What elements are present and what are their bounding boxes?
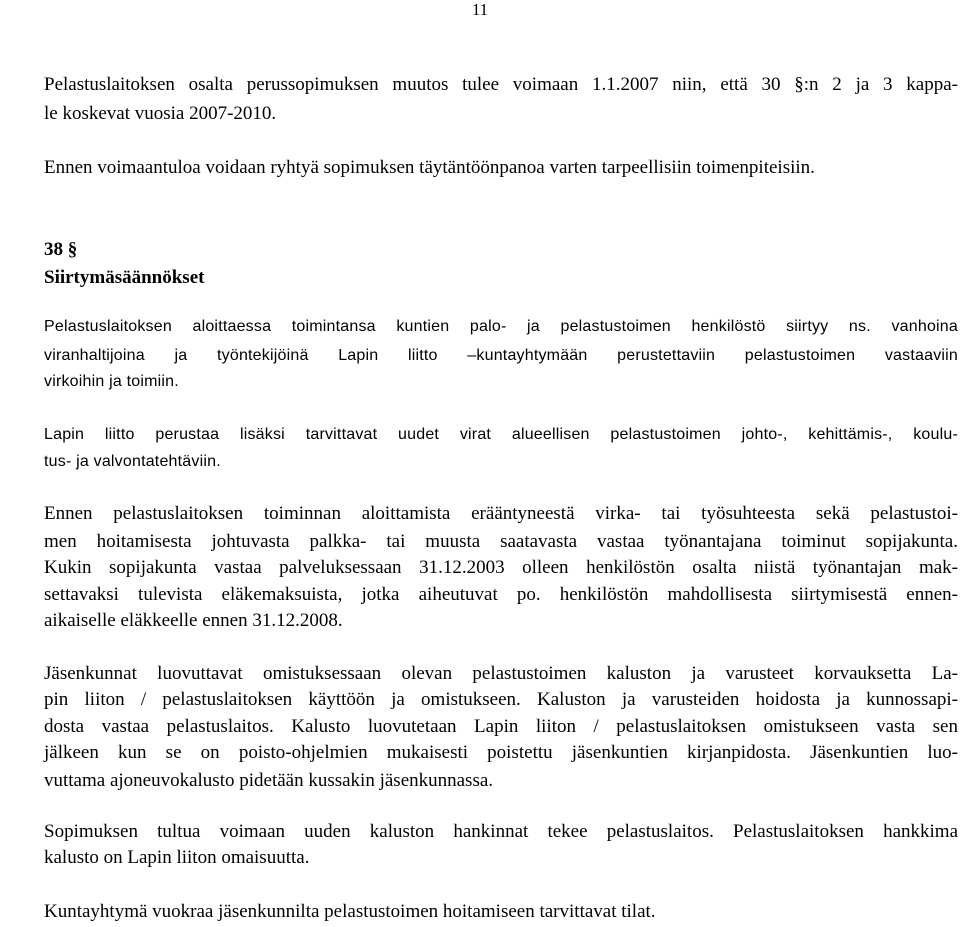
section-title: Siirtymäsäännökset bbox=[44, 267, 205, 288]
paragraph-3-line-1: Pelastuslaitoksen aloittaessa toimintansa kuntien palo- ja pelastustoimen henkilöstö siirtyy ns. vanhoina bbox=[44, 318, 958, 335]
paragraph-1-line-1: Pelastuslaitoksen osalta perussopimuksen muutos tulee voimaan 1.1.2007 niin, että 30 §:n 2 ja 3 kappa- bbox=[44, 74, 958, 95]
paragraph-5-line-5: aikaiselle eläkkeelle ennen 31.12.2008. bbox=[44, 610, 343, 631]
paragraph-8-line-1: Kuntayhtymä vuokraa jäsenkunnilta pelastustoimen hoitamiseen tarvittavat tilat. bbox=[44, 901, 656, 922]
paragraph-6-line-2: pin liiton / pelastuslaitoksen käyttöön ja omistukseen. Kaluston ja varusteiden hoidosta ja kunnossapi- bbox=[44, 689, 958, 710]
paragraph-6-line-4: jälkeen kun se on poisto-ohjelmien mukaisesti poistettu jäsenkuntien kirjanpidosta. Jäsenkuntien luo- bbox=[44, 742, 958, 763]
paragraph-3-line-3: virkoihin ja toimiin. bbox=[44, 373, 179, 390]
page-number: 11 bbox=[471, 0, 489, 19]
paragraph-5-line-2: men hoitamisesta johtuvasta palkka- tai muusta saatavasta vastaa työnantajana toiminut sopijakunta. bbox=[44, 531, 958, 552]
paragraph-6-line-1: Jäsenkunnat luovuttavat omistuksessaan olevan pelastustoimen kaluston ja varusteet korvauksetta La- bbox=[44, 663, 958, 684]
paragraph-1-line-2: le koskevat vuosia 2007-2010. bbox=[44, 103, 277, 124]
paragraph-2-line-1: Ennen voimaantuloa voidaan ryhtyä sopimuksen täytäntöönpanoa varten tarpeellisiin toimenpiteisiin. bbox=[44, 157, 815, 178]
paragraph-4-line-1: Lapin liitto perustaa lisäksi tarvittavat uudet virat alueellisen pelastustoimen johto-, kehittämis-, koulu- bbox=[44, 426, 958, 443]
paragraph-7-line-1: Sopimuksen tultua voimaan uuden kaluston hankinnat tekee pelastuslaitos. Pelastuslaitoksen hankkima bbox=[44, 821, 958, 842]
paragraph-6-line-3: dosta vastaa pelastuslaitos. Kalusto luovutetaan Lapin liiton / pelastuslaitoksen omistukseen vasta sen bbox=[44, 716, 958, 737]
paragraph-5-line-4: settavaksi tulevista eläkemaksuista, jotka aiheutuvat po. henkilöstön mahdollisesta siirtymisestä ennen- bbox=[44, 584, 958, 605]
paragraph-3-line-2: viranhaltijoina ja työntekijöinä Lapin liitto –kuntayhtymään perustettaviin pelastustoimen vastaaviin bbox=[44, 347, 958, 364]
section-number: 38 § bbox=[44, 239, 78, 260]
paragraph-7-line-2: kalusto on Lapin liiton omaisuutta. bbox=[44, 847, 310, 868]
paragraph-5-line-1: Ennen pelastuslaitoksen toiminnan aloittamista erääntyneestä virka- tai työsuhteesta sekä pelastustoi- bbox=[44, 503, 958, 524]
paragraph-6-line-5: vuttama ajoneuvokalusto pidetään kussakin jäsenkunnassa. bbox=[44, 770, 494, 791]
paragraph-4-line-2: tus- ja valvontatehtäviin. bbox=[44, 453, 221, 470]
paragraph-5-line-3: Kukin sopijakunta vastaa palveluksessaan 31.12.2003 olleen henkilöstön osalta niistä työnantajan mak- bbox=[44, 557, 958, 578]
